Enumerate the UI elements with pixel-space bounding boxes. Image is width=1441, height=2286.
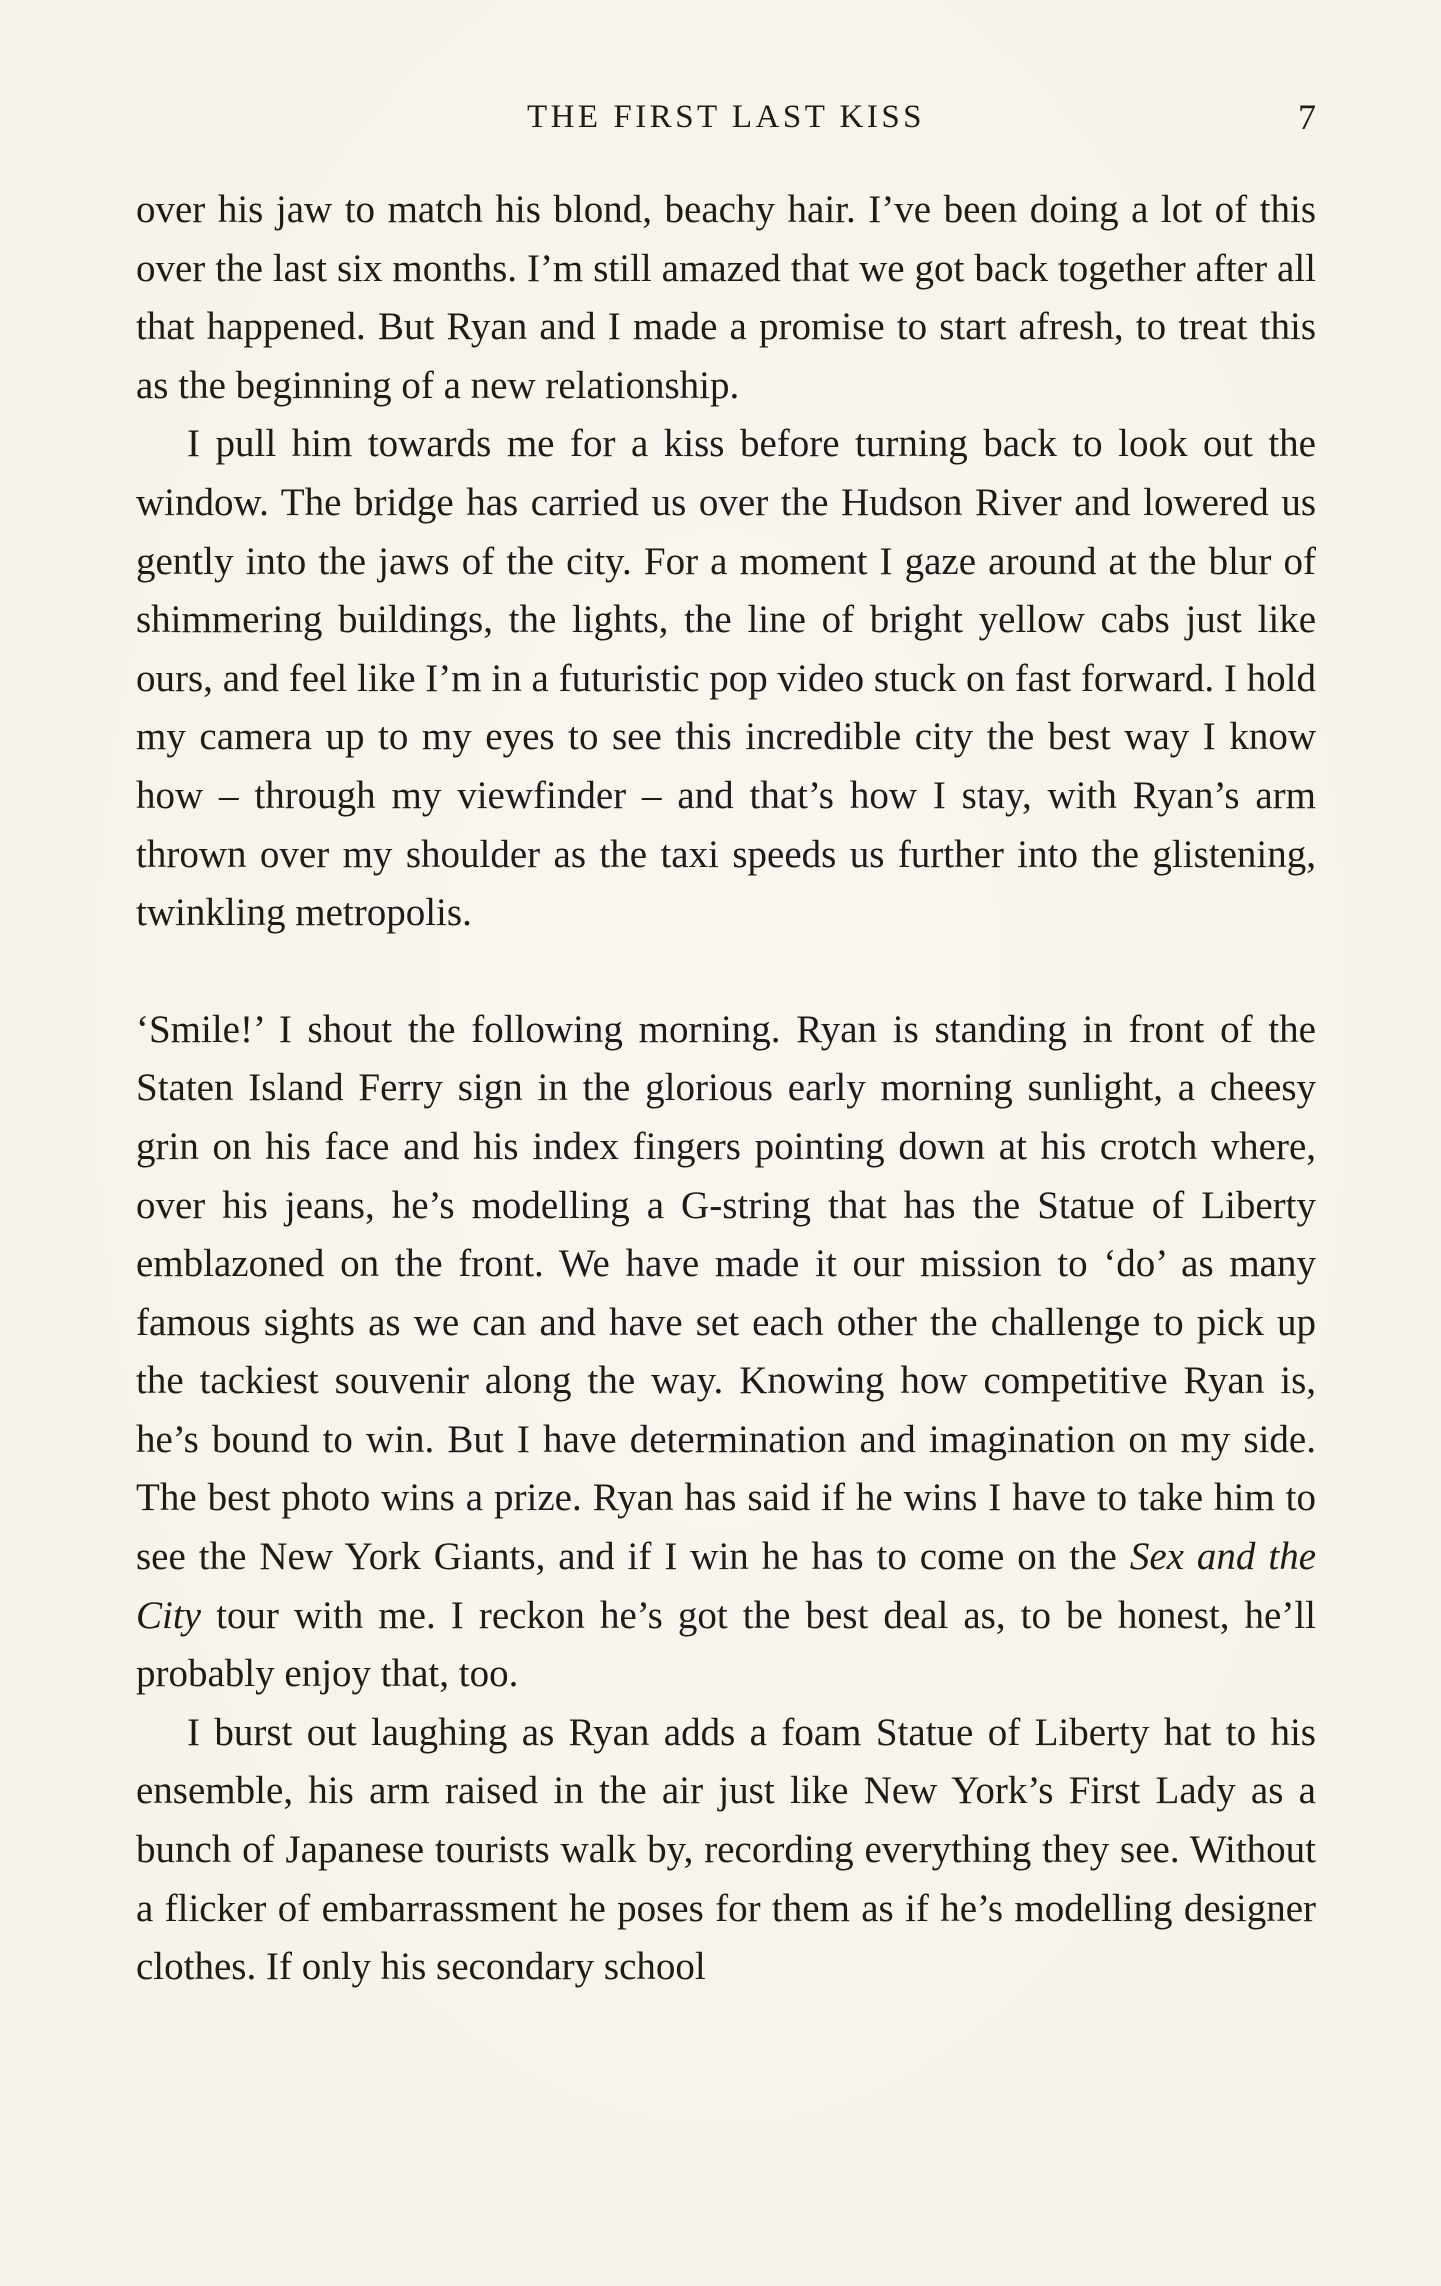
- page-number: 7: [1298, 97, 1316, 137]
- paragraph-2: I pull him towards me for a kiss before turning back to look out the window. The bridge has carried us over the Hudson River and lowered us gently into the jaws of the city. For a moment I gaze around at the blur of shimmering buildings, the lights, the line of bright yellow cabs just like ours, and feel like I’m in a futuristic pop video stuck on fast forward. I hold my camera up to my eyes to see this incredible city the best way I know how – through my viewfinder – and that’s how I stay, with Ryan’s arm thrown over my shoulder as the taxi speeds us further into the glistening, twinkling metropolis.: [136, 422, 1316, 935]
- running-head: [136, 92, 1316, 142]
- body-text: [136, 181, 1316, 1997]
- paragraph-1: over his jaw to match his blond, beachy hair. I’ve been doing a lot of this over the last six months. I’m still amazed that we got back together after all that happened. But Ryan and I made a promise to start afresh, to treat this as the beginning of a new relationship.: [136, 188, 1316, 407]
- paragraph-4: I burst out laughing as Ryan adds a foam Statue of Liberty hat to his ensemble, his arm raised in the air just like New York’s First Lady as a bunch of Japanese tourists walk by, recording everything they see. Without a flicker of embarrassment he poses for them as if he’s modelling designer clothes. If only his secondary school: [136, 1710, 1316, 1989]
- paragraph-3: [136, 1001, 1316, 1704]
- paragraph-3-part-b: tour with me. I reckon he’s got the best deal as, to be honest, he’ll probably enjoy that, too.: [136, 1593, 1317, 1696]
- paragraph-3-part-a: ‘Smile!’ I shout the following morning. Ryan is standing in front of the Staten Island Ferry sign in the glorious early morning sunlight, a cheesy grin on his face and his index fingers pointing down at his crotch where, over his jeans, he’s modelling a G-string that has the Statue of Liberty emblazoned on the front. We have made it our mission to ‘do’ as many famous sights as we can and have set each other the challenge to pick up the tackiest souvenir along the way. Knowing how competitive Ryan is, he’s bound to win. But I have determination and imagination on my side. The best photo wins a prize. Ryan has said if he wins I have to take him to see the New York Giants, and if I win he has to come on the: [136, 1007, 1316, 1579]
- running-title: THE FIRST LAST KISS: [526, 99, 926, 135]
- italic-title: Sex and the City: [136, 1535, 1317, 1637]
